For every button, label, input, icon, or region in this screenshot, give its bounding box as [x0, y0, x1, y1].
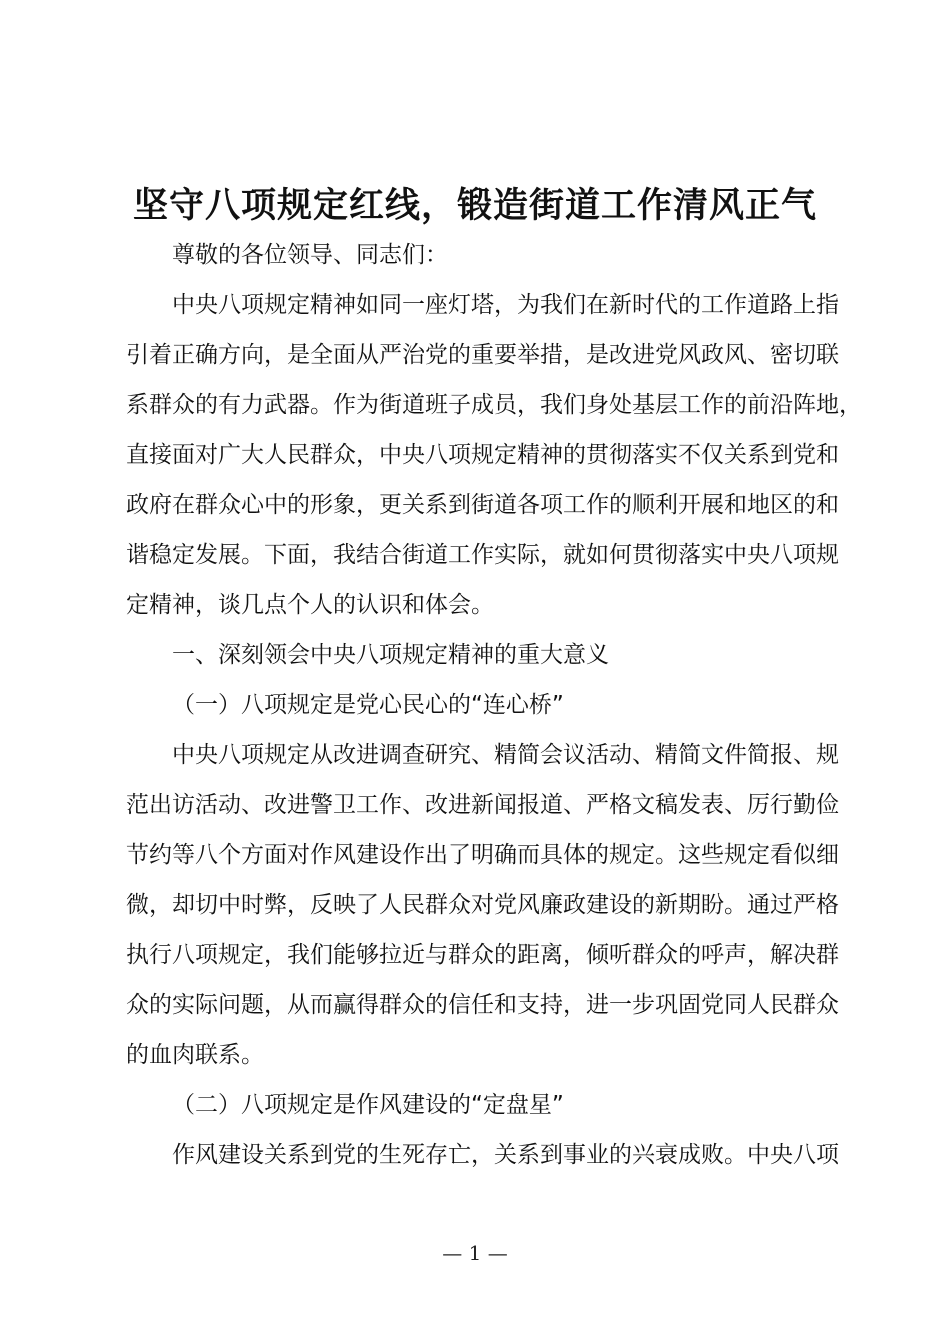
- paragraph-line: 系群众的有力武器。作为街道班子成员，我们身处基层工作的前沿阵地，: [126, 392, 862, 418]
- paragraph-line: 引着正确方向，是全面从严治党的重要举措，是改进党风政风、密切联: [126, 342, 839, 368]
- page-number: — 1 —: [442, 1241, 508, 1265]
- paragraph-line: 的血肉联系。: [126, 1042, 264, 1068]
- paragraph-line: 作风建设关系到党的生死存亡，关系到事业的兴衰成败。中央八项: [172, 1142, 839, 1168]
- section-heading: 一、深刻领会中央八项规定精神的重大意义: [172, 642, 609, 668]
- subsection-heading: （二）八项规定是作风建设的“定盘星”: [172, 1092, 564, 1118]
- paragraph-line: 直接面对广大人民群众，中央八项规定精神的贯彻落实不仅关系到党和: [126, 442, 839, 468]
- paragraph-line: 中央八项规定精神如同一座灯塔，为我们在新时代的工作道路上指: [172, 292, 839, 318]
- paragraph-line: 谐稳定发展。下面，我结合街道工作实际，就如何贯彻落实中央八项规: [126, 542, 839, 568]
- subsection-heading: （一）八项规定是党心民心的“连心桥”: [172, 692, 564, 718]
- paragraph-line: 节约等八个方面对作风建设作出了明确而具体的规定。这些规定看似细: [126, 842, 839, 868]
- paragraph-line: 微，却切中时弊，反映了人民群众对党风廉政建设的新期盼。通过严格: [126, 892, 839, 918]
- paragraph-line: 中央八项规定从改进调查研究、精简会议活动、精简文件简报、规: [172, 742, 839, 768]
- paragraph-line: 众的实际问题，从而赢得群众的信任和支持，进一步巩固党同人民群众: [126, 992, 839, 1018]
- paragraph-line: 定精神，谈几点个人的认识和体会。: [126, 592, 494, 618]
- paragraph-line: 范出访活动、改进警卫工作、改进新闻报道、严格文稿发表、厉行勤俭: [126, 792, 839, 818]
- document-body: [126, 230, 862, 1180]
- paragraph-line: 政府在群众心中的形象，更关系到街道各项工作的顺利开展和地区的和: [126, 492, 839, 518]
- document-title: 坚守八项规定红线，锻造街道工作清风正气: [132, 186, 817, 226]
- paragraph-line: 执行八项规定，我们能够拉近与群众的距离，倾听群众的呼声，解决群: [126, 942, 839, 968]
- salutation: 尊敬的各位领导、同志们：: [172, 242, 448, 268]
